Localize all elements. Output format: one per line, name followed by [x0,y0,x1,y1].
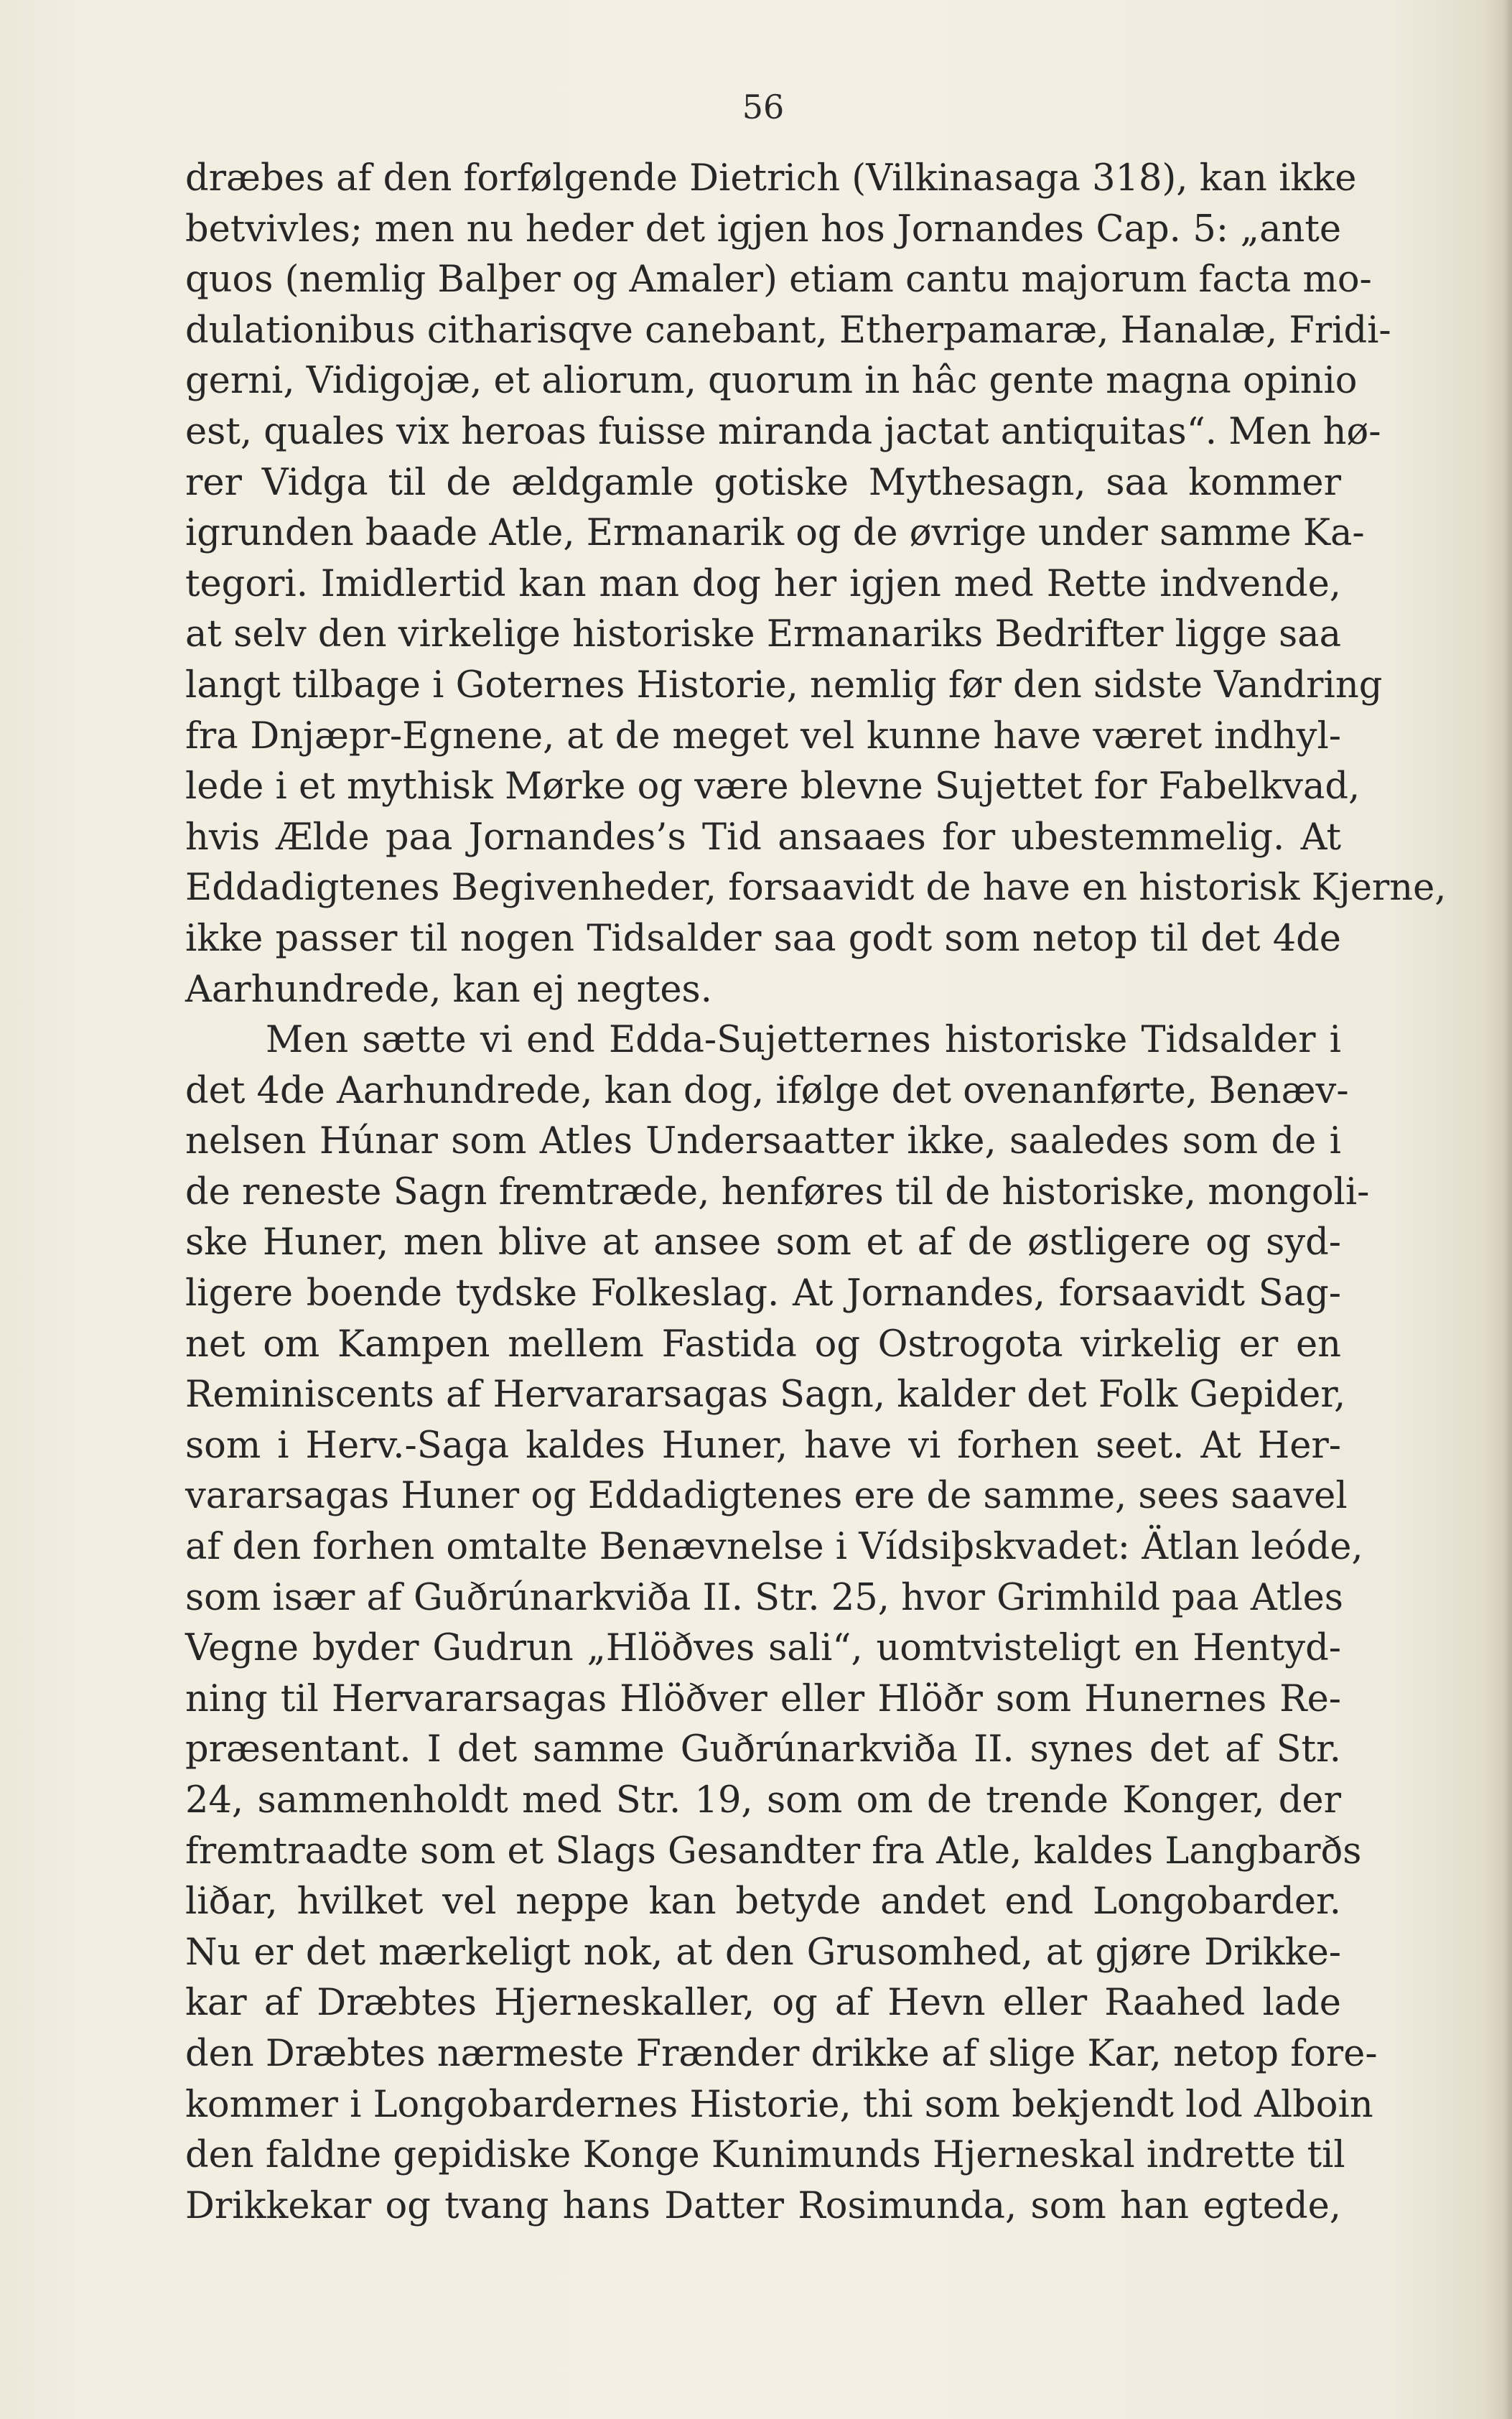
text-line: fremtraadte som et Slags Gesandter fra Atle, kaldes Langbarðs [185,1830,1362,1873]
text-line: at selv den virkelige historiske Ermanariks Bedrifter ligge saa [185,613,1341,656]
text-line: igrunden baade Atle, Ermanarik og de øvrige under samme Ka- [185,512,1365,555]
text-line: af den forhen omtalte Benævnelse i Vídsiþskvadet: Ätlan leóde, [185,1526,1363,1569]
text-line: lede i et mythisk Mørke og være blevne Sujettet for Fabelkvad, [185,765,1361,808]
text-line: tegori. Imidlertid kan man dog her igjen med Rette indvende, [185,562,1341,605]
text-line: ning til Hervararsagas Hlöðver eller Hlöðr som Hunernes Re- [185,1677,1341,1720]
text-line: ligere boende tydske Folkeslag. At Jornandes, forsaavidt Sag- [185,1272,1341,1315]
text-line: dræbes af den forfølgende Dietrich (Vilkinasaga 318), kan ikke [185,157,1357,200]
text-line: ikke passer til nogen Tidsalder saa godt som netop til det 4de [185,917,1341,960]
text-line: kar af Dræbtes Hjerneskaller, og af Hevn eller Raahed lade [185,1982,1341,2025]
text-line: Reminiscents af Hervararsagas Sagn, kalder det Folk Gepider, [185,1374,1346,1417]
text-line: det 4de Aarhundrede, kan dog, ifølge det ovenanførte, Benæv- [185,1069,1349,1112]
text-line: Men sætte vi end Edda-Sujetternes historiske Tidsalder i [266,1019,1341,1062]
text-line: Vegne byder Gudrun „Hlöðves sali“, uomtvisteligt en Hentyd- [185,1627,1341,1670]
page-number-text: 56 [742,88,785,126]
text-line: de reneste Sagn fremtræde, henføres til de historiske, mongoli- [185,1170,1370,1213]
text-line: Nu er det mærkeligt nok, at den Grusomhed, at gjøre Drikke- [185,1931,1341,1974]
text-line: gerni, Vidigojæ, et aliorum, quorum in hâc gente magna opinio [185,360,1358,403]
text-line: rer Vidga til de ældgamle gotiske Mythesagn, saa kommer [185,461,1341,504]
text-line: est, quales vix heroas fuisse miranda jactat antiquitas“. Men hø- [185,410,1381,453]
text-line: Eddadigtenes Begivenheder, forsaavidt de have en historisk Kjerne, [185,867,1447,910]
text-line: nelsen Húnar som Atles Undersaatter ikke, saaledes som de i [185,1120,1341,1163]
text-line: kommer i Longobardernes Historie, thi som bekjendt lod Alboin [185,2083,1373,2126]
text-line: 24, sammenholdt med Str. 19, som om de trende Konger, der [185,1779,1341,1822]
text-line: net om Kampen mellem Fastida og Ostrogota virkelig er en [185,1323,1341,1366]
text-line: quos (nemlig Balþer og Amaler) etiam cantu majorum facta mo- [185,258,1372,302]
text-line: præsentant. I det samme Guðrúnarkviða II. synes det af Str. [185,1728,1341,1771]
body-text [185,154,1447,2232]
text-line: liðar, hvilket vel neppe kan betyde andet end Longobarder. [185,1880,1341,1924]
text-line: Drikkekar og tvang hans Datter Rosimunda, som han egtede, [185,2184,1341,2227]
text-line: som i Herv.-Saga kaldes Huner, have vi forhen seet. At Her- [185,1424,1341,1467]
text-line: vararsagas Huner og Eddadigtenes ere de samme, sees saavel [185,1475,1348,1518]
text-line: langt tilbage i Goternes Historie, nemlig før den sidste Vandring [185,663,1383,707]
text-line: fra Dnjæpr-Egnene, at de meget vel kunne have været indhyl- [185,714,1341,758]
text-line: Aarhundrede, kan ej negtes. [185,968,712,1011]
text-line: ske Huner, men blive at ansee som et af de østligere og syd- [185,1221,1341,1264]
text-line: som især af Guðrúnarkviða II. Str. 25, hvor Grimhild paa Atles [185,1576,1343,1619]
page-number [0,88,1512,126]
page-edge-shadow [1502,0,1512,2419]
text-line: den Dræbtes nærmeste Frænder drikke af slige Kar, netop fore- [185,2032,1378,2075]
text-line: hvis Ælde paa Jornandes’s Tid ansaaes for ubestemmelig. At [185,816,1341,859]
text-line: betvivles; men nu heder det igjen hos Jornandes Cap. 5: „ante [185,208,1341,251]
text-line: dulationibus citharisqve canebant, Etherpamaræ, Hanalæ, Fridi- [185,309,1391,352]
text-line: den faldne gepidiske Konge Kunimunds Hjerneskal indrette til [185,2134,1345,2177]
